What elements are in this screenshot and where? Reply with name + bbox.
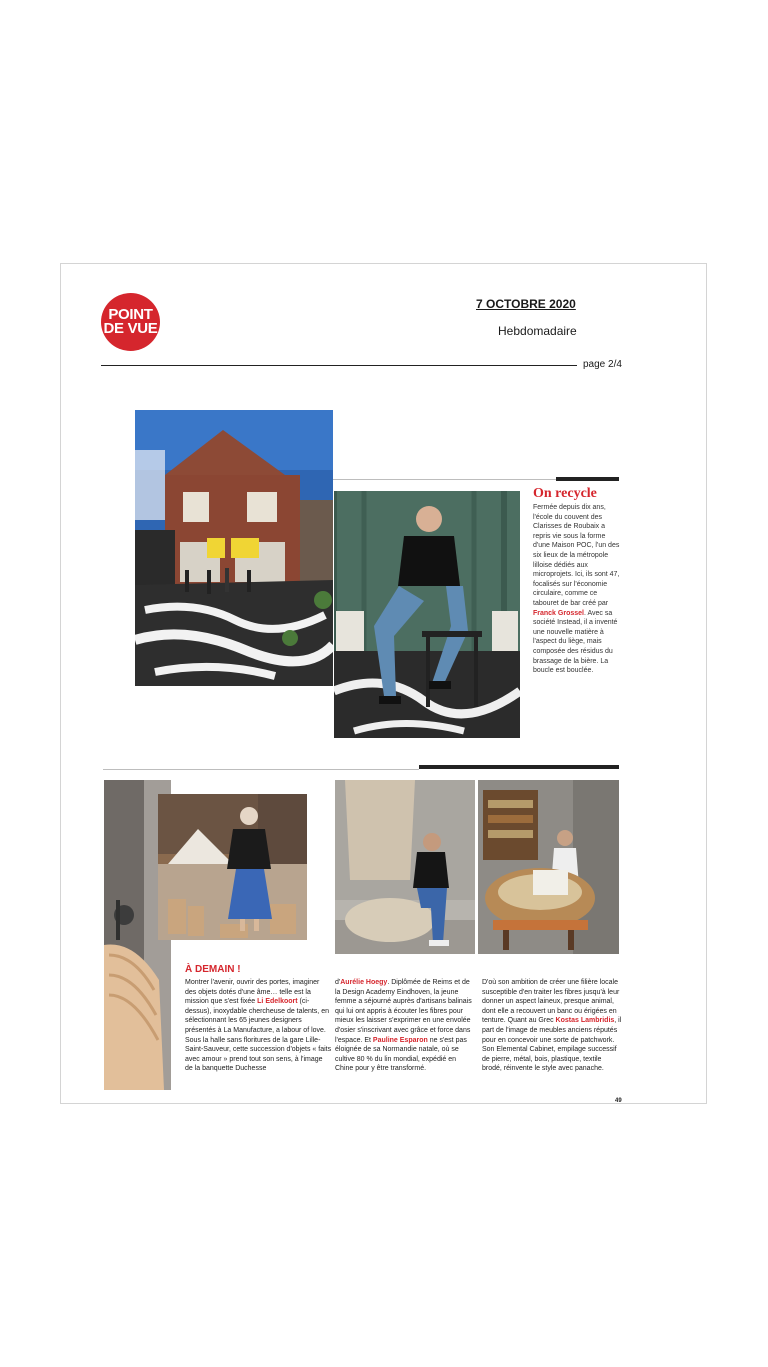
recycle-caption xyxy=(533,503,621,676)
elemental-cabinet-illustration xyxy=(478,780,619,954)
article-heading: À DEMAIN ! xyxy=(185,964,241,975)
magazine-page xyxy=(60,263,707,1104)
header-rule xyxy=(101,365,577,366)
article-column-1 xyxy=(185,978,332,1074)
woman-on-bench-illustration xyxy=(335,780,475,954)
col3-name: Kostas Lambridis xyxy=(555,1017,615,1025)
photo-brick-building xyxy=(135,410,333,686)
li-edelkoort-illustration xyxy=(158,794,307,940)
col3-text-a: D'où son ambition de créer une filière locale susceptible d'en traiter les fibres jusqu'à leur donner un aspect laineux, presque animal, dont elle a recouvert un banc ou érigées en tenture. Quant au Grec xyxy=(482,979,620,1025)
col2-name-2: Pauline Esparon xyxy=(372,1036,428,1044)
recycle-heading: On recycle xyxy=(533,486,597,501)
col1-text-a: Montrer l'avenir, ouvrir des portes, imaginer des objets dotés d'une âme… telle est la mission que s'est fixée xyxy=(185,979,320,1006)
page-number: page 2/4 xyxy=(583,359,622,370)
col2-text-b: . Diplômée de Reims et de la Design Academy Eindhoven, la jeune femme a séjourné auprès d'artisans balinais qui lui ont appris à écouter les fibres pour mieux les laisser s'exprimer en une envolée d'osier s'inscrivant avec grâce et force dans l'espace. Et xyxy=(335,979,472,1044)
article-column-3 xyxy=(482,978,622,1074)
photo-li-edelkoort xyxy=(158,794,307,940)
brick-building-illustration xyxy=(135,410,333,686)
col2-text-a: d' xyxy=(335,979,341,986)
man-on-stool-illustration xyxy=(334,491,520,738)
photo-man-on-stool xyxy=(334,491,520,738)
recycle-designer-name: Franck Grossel xyxy=(533,609,584,617)
issue-date: 7 OCTOBRE 2020 xyxy=(476,297,576,311)
photo-elemental-cabinet xyxy=(478,780,619,954)
logo-line-2: DE VUE xyxy=(103,320,158,337)
recycle-section-line xyxy=(333,479,556,480)
article-top-bar xyxy=(419,765,619,769)
recycle-text-part-1: Fermée depuis dix ans, l'école du couvent des Clarisses de Roubaix a repris vie sous la forme d'une Maison POC, l'un des six lieux de la métropole lilloise dédiés aux microprojets. Ici, ils sont 47, focalisés sur l'économie circulaire, comme ce tabouret de bar créé par xyxy=(533,504,620,607)
col1-text-b: (ci-dessus), inoxydable chercheuse de talents, en sélectionnant les 65 jeunes designers présentés à La Manufacture, a labour of love. Sous la halle sans floritures de la gare Lille-Saint-Sauveur, cette succession d'objets « faits avec amour » prend tout son sens, à l'image de la banquette Duchesse xyxy=(185,998,332,1073)
publication-frequency: Hebdomadaire xyxy=(498,324,577,338)
photo-woman-on-bench xyxy=(335,780,475,954)
folio-number: 49 xyxy=(615,1098,622,1104)
article-top-line xyxy=(103,769,419,770)
article-column-2 xyxy=(335,978,475,1074)
col2-name-1: Aurélie Hoegy xyxy=(340,979,388,986)
col2-text-c: ne s'est pas éloignée de sa Normandie natale, où se cultive 80 % du lin mondial, expédié en Chine pour y être transformé. xyxy=(335,1036,467,1073)
recycle-section-bar xyxy=(556,477,619,481)
point-de-vue-logo xyxy=(101,293,160,351)
col3-text-b: , il part de l'image de meubles anciens réputés pour en concevoir une sorte de patchwork. Son Elemental Cabinet, empilage successif de pierre, métal, bois, plastique, textile brodé, réinvente le style avec panache. xyxy=(482,1017,622,1073)
logo-line-1: POINT xyxy=(108,306,153,323)
col1-name: Li Edelkoort xyxy=(257,998,298,1006)
recycle-text-part-2: . Avec sa société Instead, il a inventé une nouvelle matière à l'aspect du liège, mais composée des résidus du brassage de la bière. La boucle est bouclée. xyxy=(533,609,618,675)
